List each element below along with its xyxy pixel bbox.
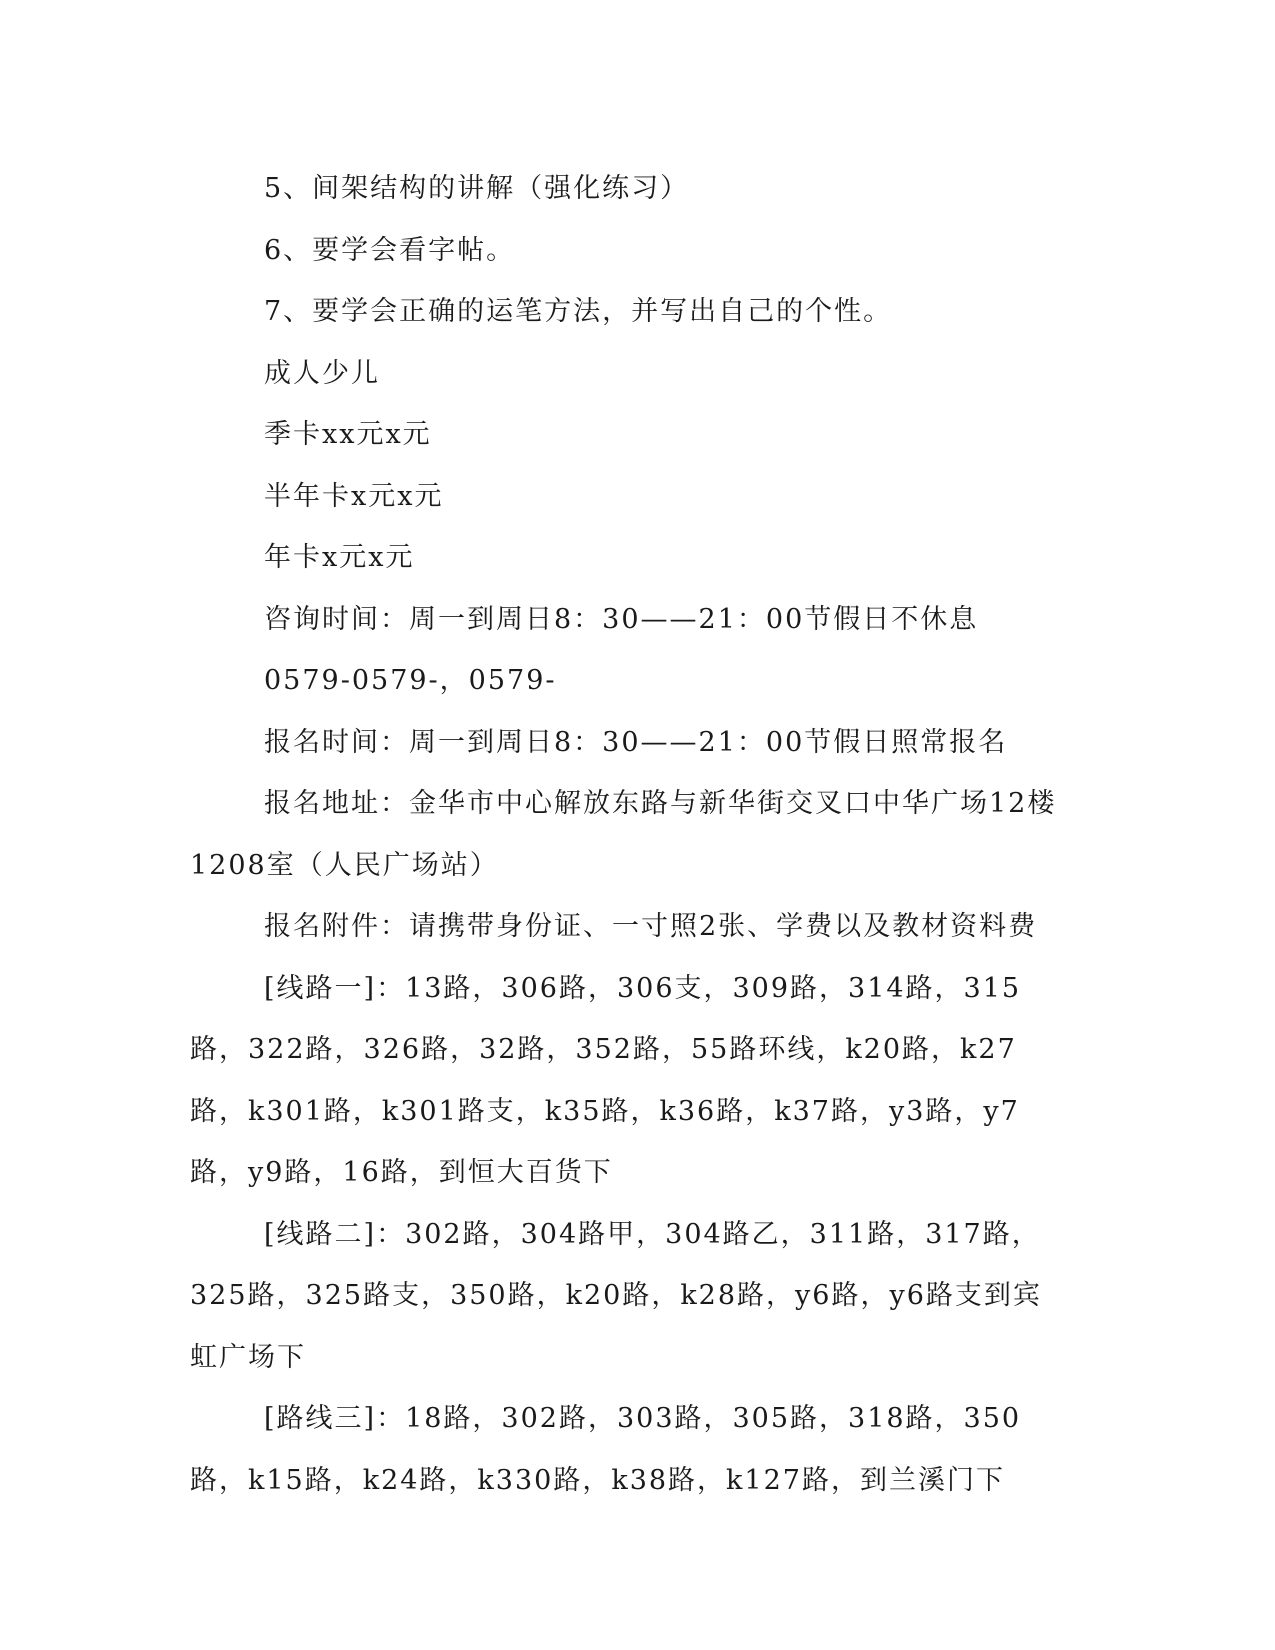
bus-route-3: [路线三]：18路，302路，303路，305路，318路，350路，k15路，k24路，k330路，k38路，k127路，到兰溪门下 (190, 1403, 1022, 1496)
price-year-card: 年卡x元x元 (264, 542, 415, 573)
price-quarter-card: 季卡xx元x元 (264, 419, 432, 450)
registration-address: 报名地址：金华市中心解放东路与新华街交叉口中华广场12楼1208室（人民广场站） (190, 788, 1057, 881)
consult-hours: 咨询时间：周一到周日8：30——21：00节假日不休息 (264, 603, 979, 635)
phone-numbers: 0579-0579-，0579- (264, 665, 557, 696)
bus-route-1: [线路一]：13路，306路，306支，309路，314路，315路，322路，326路，32路，352路，55路环线，k20路，k27路，k301路，k301路支，k35路，k36路，k37路，y3路，y7路，y9路，16路，到恒大百货下 (190, 972, 1022, 1188)
paragraph-item-7: 7、要学会正确的运笔方法，并写出自己的个性。 (264, 296, 893, 327)
paragraph-item-5: 5、间架结构的讲解（强化练习） (264, 173, 690, 204)
price-half-year-card: 半年卡x元x元 (264, 480, 444, 512)
price-header: 成人少儿 (264, 357, 380, 389)
paragraph-item-6: 6、要学会看字帖。 (264, 234, 516, 266)
registration-attachments: 报名附件：请携带身份证、一寸照2张、学费以及教材资料费 (264, 911, 1038, 942)
document-body (190, 158, 1070, 1511)
bus-route-2: [线路二]：302路，304路甲，304路乙，311路，317路，325路，325路支，350路，k20路，k28路，y6路，y6路支到宾虹广场下 (190, 1218, 1042, 1373)
registration-hours: 报名时间：周一到周日8：30——21：00节假日照常报名 (264, 726, 1008, 758)
